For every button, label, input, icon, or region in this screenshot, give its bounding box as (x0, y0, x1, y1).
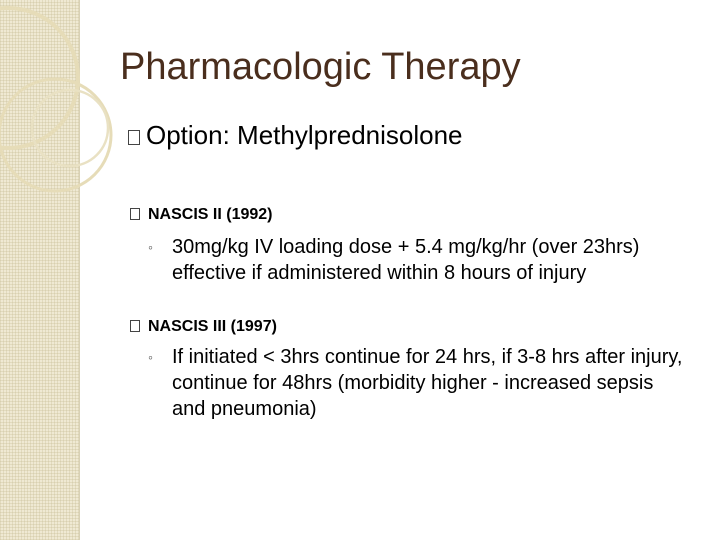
list-item-label: NASCIS III (1997) (148, 318, 277, 335)
list-item-label: NASCIS II (1992) (148, 206, 273, 223)
list-item-detail: 30mg/kg IV loading dose + 5.4 mg/kg/hr (over 23hrs) effective if administered within 8 hours of injury (172, 236, 640, 284)
box-bullet-icon (130, 208, 140, 220)
ring-bullet-icon: ◦ (148, 349, 153, 365)
slide-title: Pharmacologic Therapy (120, 46, 521, 88)
sidebar-divider (79, 0, 80, 540)
list-item-detail-nascis-ii (148, 234, 688, 286)
box-bullet-icon (128, 130, 140, 145)
box-bullet-icon (130, 320, 140, 332)
list-item-nascis-iii (130, 318, 277, 336)
list-item-detail-nascis-iii (148, 344, 688, 422)
decorative-sidebar (0, 0, 79, 540)
list-item-nascis-ii (130, 206, 272, 224)
list-item-detail: If initiated < 3hrs continue for 24 hrs, if 3-8 hrs after injury, continue for 48hrs (morbidity higher - increased sepsis and pneumonia) (172, 346, 683, 420)
ring-bullet-icon: ◦ (148, 239, 153, 255)
option-line (128, 120, 463, 151)
option-text: Option: Methylprednisolone (146, 120, 463, 150)
